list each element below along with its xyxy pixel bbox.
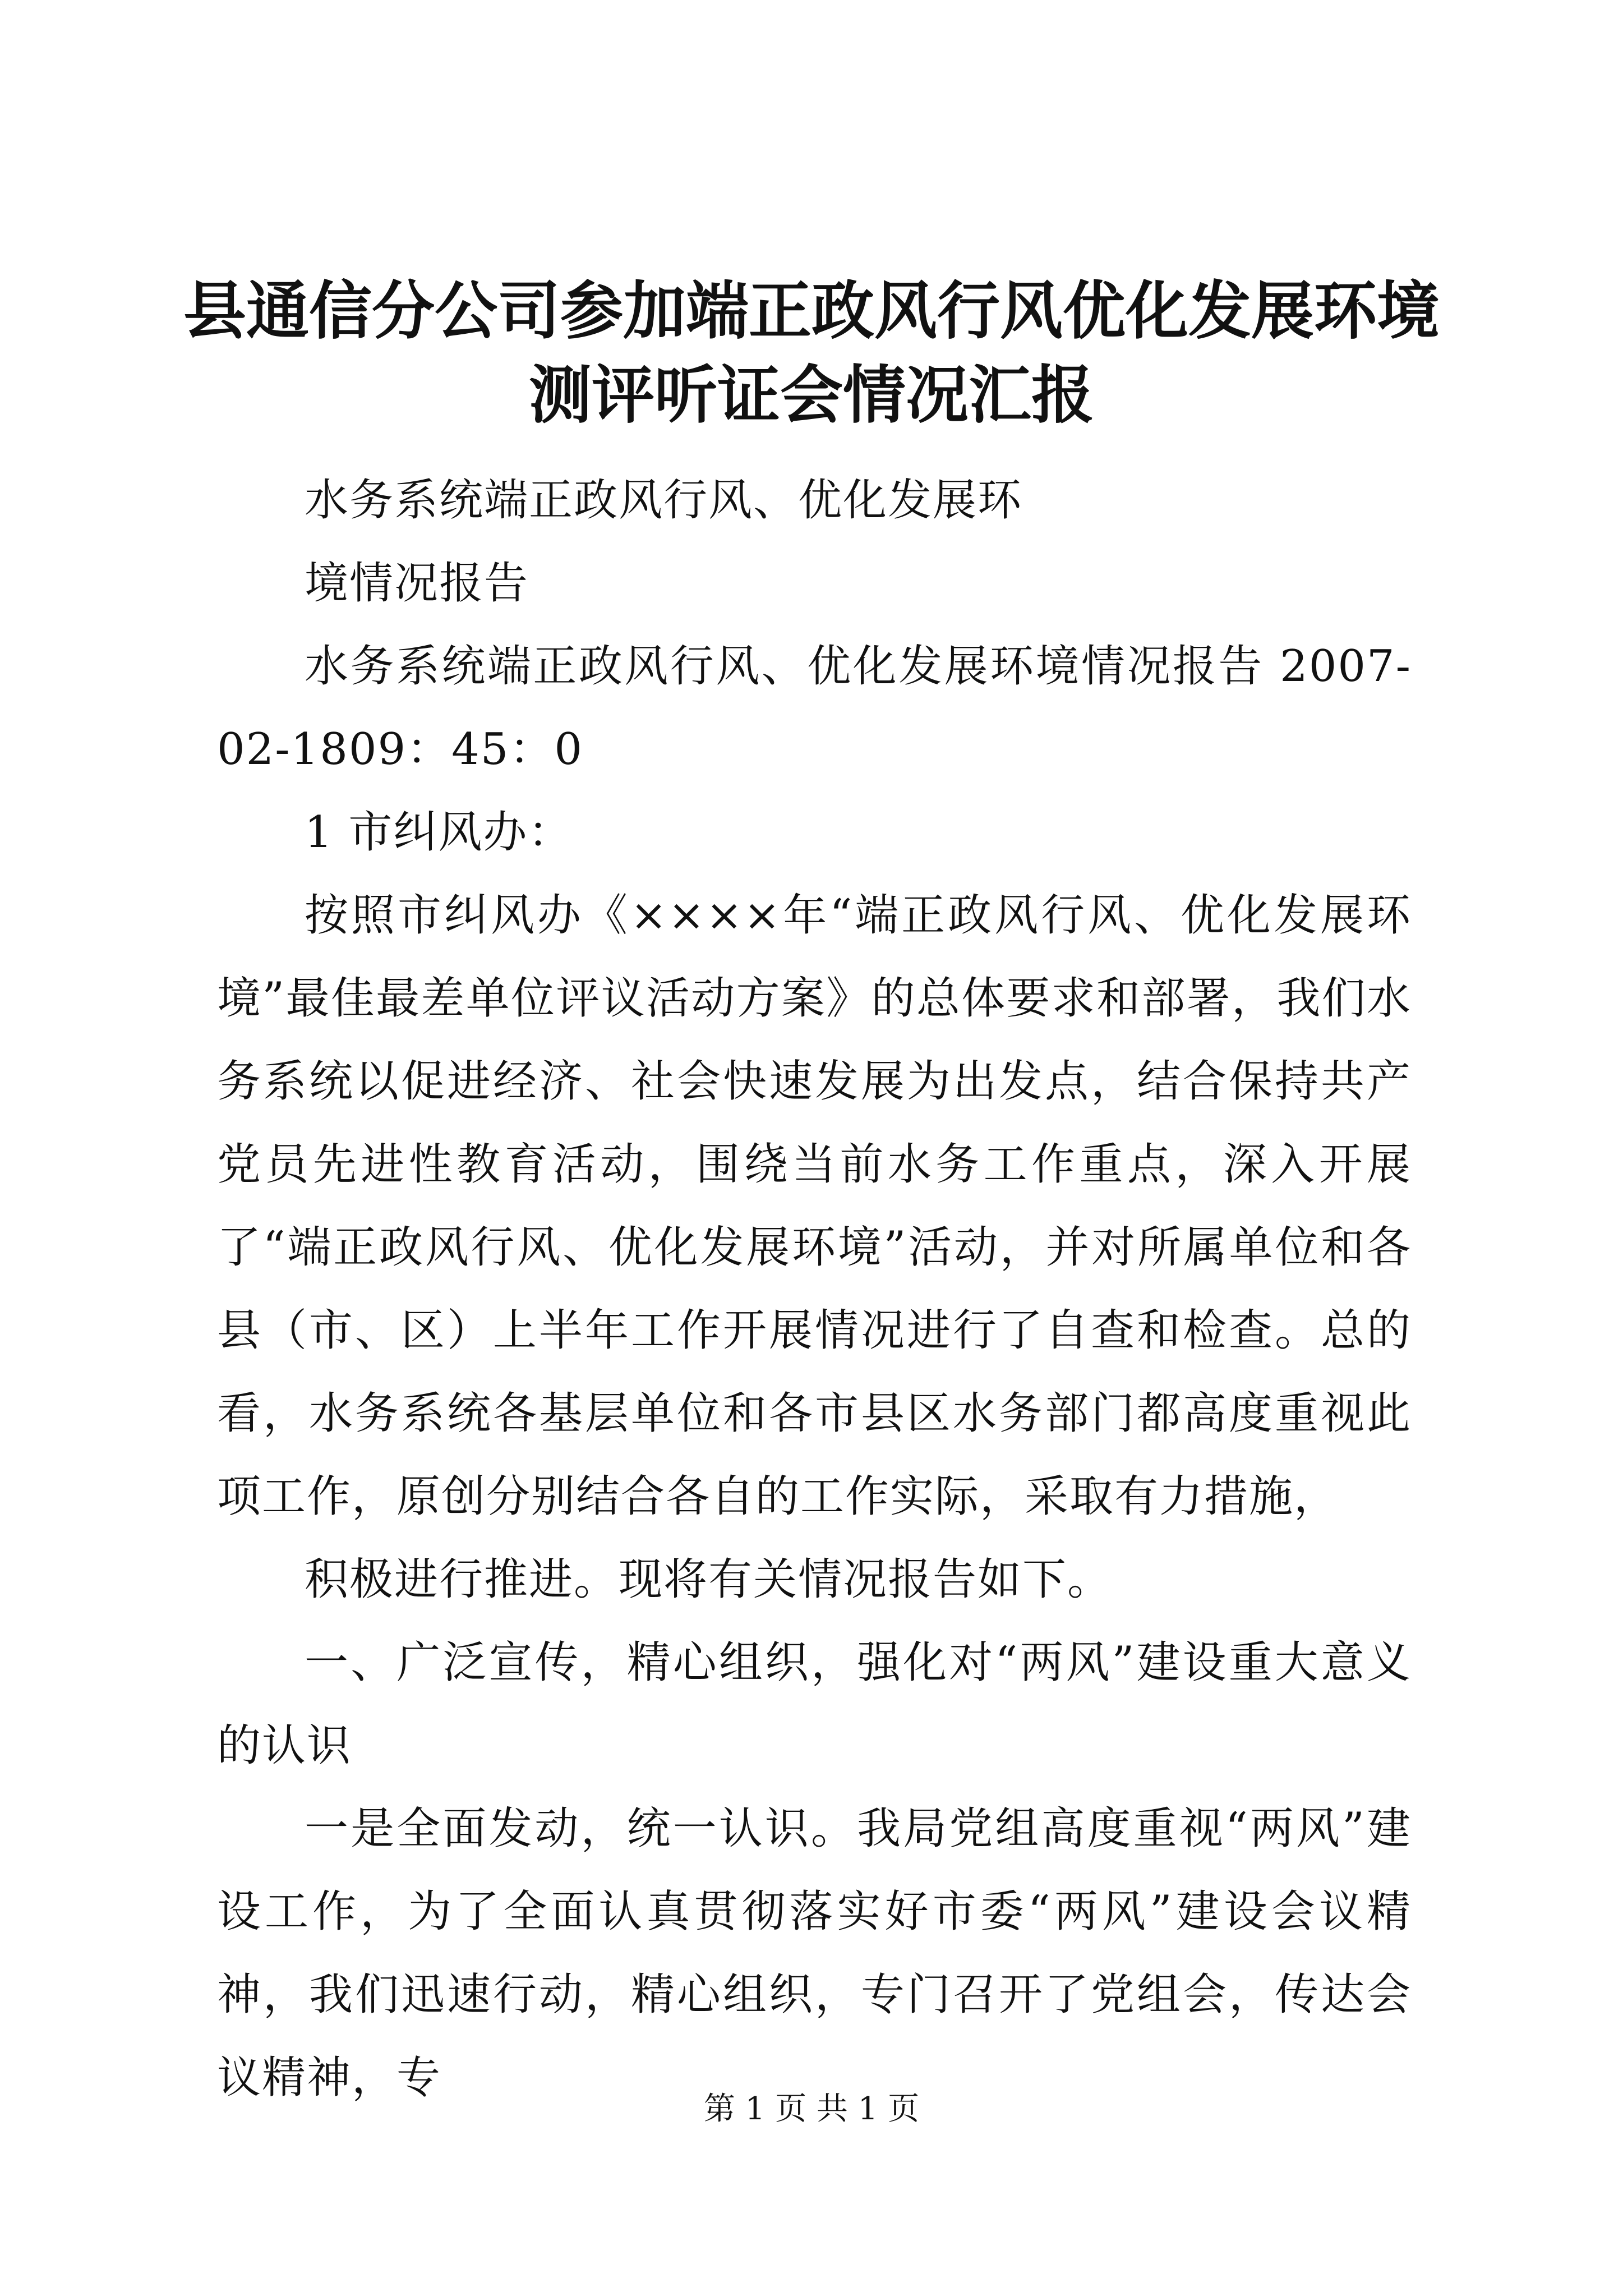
paragraph: 按照市纠风办《××××年“端正政风行风、优化发展环境”最佳最差单位评议活动方案》的总体要求和部署，我们水务系统以促进经济、社会快速发展为出发点，结合保持共产党员先进性教育活动，围绕当前水务工作重点，深入开展了“端正政风行风、优化发展环境”活动，并对所属单位和各县（市、区）上半年工作开展情况进行了自查和检查。总的看，水务系统各基层单位和各市县区水务部门都高度重视此项工作，原创分别结合各自的工作实际，采取有力措施， [217, 890, 1412, 1522]
paragraph: 水务系统端正政风行风、优化发展环 [305, 475, 1023, 526]
paragraph: 一是全面发动，统一认识。我局党组高度重视“两风”建设工作，为了全面认真贯彻落实好市委“两风”建设会议精神，我们迅速行动，精心组织，专门召开了党组会，传达会议精神，专 [217, 1803, 1412, 2103]
paragraph: 一、广泛宣传，精心组织，强化对“两风”建设重大意义的认识 [217, 1637, 1412, 1771]
paragraph: 境情况报告 [305, 558, 529, 609]
title-line-1: 县通信分公司参加端正政风行风优化发展环境 [183, 274, 1440, 348]
page-footer: 第 1 页 共 1 页 [703, 2091, 920, 2127]
document-title [168, 269, 1455, 438]
paragraph: 1 市纠风办： [305, 807, 573, 858]
paragraph: 水务系统端正政风行风、优化发展环境情况报告 2007-02-1809：45：0 [217, 641, 1412, 775]
document-body [217, 459, 1412, 2119]
title-line-2: 测评听证会情况汇报 [529, 358, 1094, 432]
paragraph: 积极进行推进。现将有关情况报告如下。 [305, 1554, 1113, 1605]
